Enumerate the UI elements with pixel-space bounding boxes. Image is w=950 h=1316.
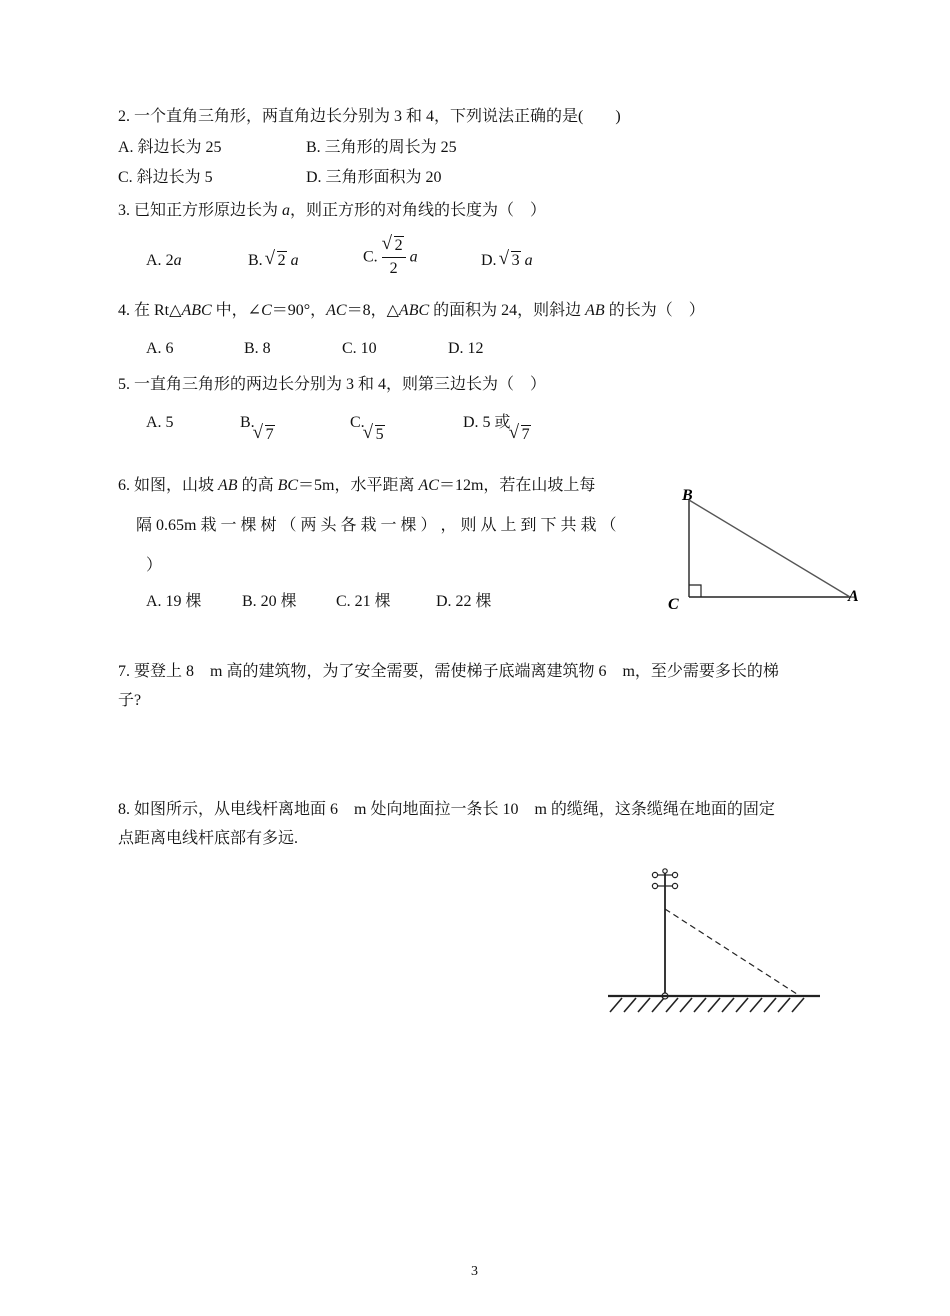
label-b: B xyxy=(682,487,693,504)
q3-option-c: C. √ $\frac{2}{2}$ a xyxy=(363,236,418,279)
q3-stem: 3. 已知正方形原边长为 a，则正方形的对角线的长度为（ ） xyxy=(118,202,547,219)
q4-option-b: B. 8 xyxy=(244,340,271,357)
q2-stem: 2. 一个直角三角形，两直角边长分别为 3 和 4，下列说法正确的是( ) xyxy=(118,108,621,125)
hatch-mark xyxy=(778,998,790,1012)
q4-option-c: C. 10 xyxy=(342,340,377,357)
q3-option-d: D. √ 3 a xyxy=(481,251,533,271)
sqrt-symbol: √ 2 xyxy=(267,251,287,271)
q6-option-b: B. 20 棵 xyxy=(242,593,297,610)
q6-option-d: D. 22 棵 xyxy=(436,593,492,610)
hatch-mark xyxy=(680,998,692,1012)
q2-option-b: B. 三角形的周长为 25 xyxy=(306,139,457,156)
hatch-mark xyxy=(694,998,706,1012)
right-angle-mark xyxy=(689,585,701,597)
sqrt-symbol: √ 5 xyxy=(365,425,385,445)
hatch-mark xyxy=(638,998,650,1012)
q7-stem-line2: 子? xyxy=(118,692,142,709)
hatch-mark xyxy=(652,998,664,1012)
q3-option-a: A. 2a xyxy=(146,252,182,269)
q4-option-d: D. 12 xyxy=(448,340,484,357)
ground-hatching xyxy=(610,998,804,1012)
sqrt-symbol: √ 7 xyxy=(511,425,531,445)
q2-option-d: D. 三角形面积为 20 xyxy=(306,169,442,186)
hatch-mark xyxy=(624,998,636,1012)
utility-pole-figure xyxy=(600,865,830,1025)
hatch-mark xyxy=(722,998,734,1012)
q5-option-b: B.√ 7 xyxy=(240,413,275,433)
q5-option-a: A. 5 xyxy=(146,414,174,431)
fraction: √ $\frac{2}{2}$ xyxy=(382,236,406,279)
hatch-mark xyxy=(666,998,678,1012)
q5-stem: 5. 一直角三角形的两边长分别为 3 和 4，则第三边长为（ ） xyxy=(118,376,547,393)
page-number: 3 xyxy=(471,1264,478,1279)
q8-stem-line1: 8. 如图所示，从电线杆离地面 6 m 处向地面拉一条长 10 m 的缆绳，这条缆绳在地面的固定 xyxy=(118,801,775,818)
hatch-mark xyxy=(610,998,622,1012)
sqrt-symbol: √ 3 xyxy=(501,251,521,271)
cable xyxy=(665,909,800,996)
sqrt-symbol: √ 7 xyxy=(255,425,275,445)
q8-stem-line2: 点距离电线杆底部有多远. xyxy=(118,830,299,847)
q6-stem-line2: 隔 0.65m 栽 一 棵 树 （ 两 头 各 栽 一 棵 ） ， 则 从 上 到 下 共 栽 （ xyxy=(136,517,617,534)
label-c: C xyxy=(668,596,679,613)
q6-option-a: A. 19 棵 xyxy=(146,593,202,610)
q4-stem: 4. 在 Rt△ABC 中，∠C＝90°，AC＝8，△ABC 的面积为 24，则斜边 AB 的长为（ ） xyxy=(118,302,705,319)
q6-stem: 6. 如图，山坡 AB 的高 BC＝5m，水平距离 AC＝12m，若在山坡上每 xyxy=(118,477,596,494)
q2-option-c: C. 斜边长为 5 xyxy=(118,169,213,186)
q4-option-a: A. 6 xyxy=(146,340,174,357)
hatch-mark xyxy=(764,998,776,1012)
slope-triangle-figure xyxy=(660,480,870,620)
hatch-mark xyxy=(792,998,804,1012)
q6-stem-line3: ） xyxy=(146,557,163,574)
hatch-mark xyxy=(736,998,748,1012)
side-ab xyxy=(689,500,850,597)
hatch-mark xyxy=(750,998,762,1012)
q5-option-c: C.√ 5 xyxy=(350,413,385,433)
q6-option-c: C. 21 棵 xyxy=(336,593,391,610)
label-a: A xyxy=(848,588,859,605)
q7-stem-line1: 7. 要登上 8 m 高的建筑物，为了安全需要，需使梯子底端离建筑物 6 m，至少需要多长的梯 xyxy=(118,663,779,680)
q5-option-d: D. 5 或√ 7 xyxy=(463,413,531,433)
q3-var-a: a xyxy=(282,202,291,219)
q3-option-b: B. √ 2 a xyxy=(248,251,299,271)
sqrt-symbol: √ 2 xyxy=(384,236,404,256)
hatch-mark xyxy=(708,998,720,1012)
q2-option-a: A. 斜边长为 25 xyxy=(118,139,222,156)
